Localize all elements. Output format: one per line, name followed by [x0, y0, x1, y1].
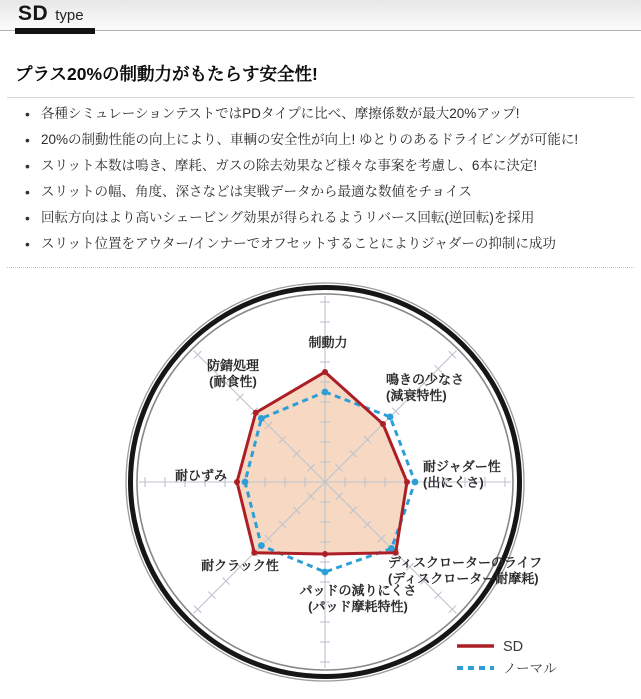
- series-sd-point: [322, 551, 328, 557]
- axis-label-0: 制動力: [308, 335, 348, 350]
- legend-sd-label: SD: [503, 639, 524, 655]
- axis-sublabel-4: (パッド摩耗特性): [308, 599, 408, 614]
- divider-dotted: [7, 267, 634, 268]
- series-sd-point: [253, 410, 259, 416]
- axis-sublabel-3: (ディスクローター耐摩耗): [388, 571, 539, 586]
- feature-item: • 各種シミュレーションテストではPDタイプに比べ、摩擦係数が最大20%アップ!: [24, 101, 635, 127]
- feature-list: [24, 101, 635, 257]
- series-normal-point: [412, 479, 419, 486]
- series-sd-point: [380, 421, 386, 427]
- axis-sublabel-1: (減衰特性): [386, 388, 447, 403]
- radar-fill: [237, 372, 407, 554]
- axis-label-6: 耐ひずみ: [174, 468, 227, 483]
- feature-item: • スリットの幅、角度、深さなどは実戦データから最適な数値をチョイス: [24, 179, 635, 205]
- axis-sublabel-7: (耐食性): [209, 374, 257, 389]
- axis-label-7: 防錆処理: [206, 358, 260, 373]
- axis-label-2: 耐ジャダー性: [423, 459, 501, 474]
- title-underline: [15, 28, 95, 34]
- series-sd-point: [322, 369, 328, 375]
- series-sd-point: [234, 479, 240, 485]
- feature-item: • 20%の制動性能の向上により、車輌の安全性が向上! ゆとりのあるドライビングが可能に!: [24, 127, 635, 153]
- series-normal-point: [258, 415, 265, 422]
- axis-label-1: 鳴きの少なさ: [386, 372, 465, 387]
- radar-chart-area: [0, 270, 641, 694]
- series-normal-point: [258, 542, 265, 549]
- legend-normal-label: ノーマル: [503, 661, 557, 676]
- series-normal-point: [387, 414, 394, 421]
- section-headline: プラス20%の制動力がもたらす安全性!: [15, 64, 318, 84]
- page-title: [18, 2, 84, 26]
- product-type-label: type: [55, 7, 84, 24]
- axis-label-4: パッドの減りにくさ: [299, 583, 417, 598]
- radar-chart: [0, 270, 641, 694]
- series-normal-point: [322, 389, 329, 396]
- series-normal-point: [242, 479, 249, 486]
- divider-solid: [7, 97, 634, 98]
- feature-item: • スリット位置をアウター/インナーでオフセットすることによりジャダーの抑制に成功: [24, 231, 635, 257]
- feature-item: • 回転方向はより高いシェービング効果が得られるようリバース回転(逆回転)を採用: [24, 205, 635, 231]
- series-sd-point: [404, 479, 410, 485]
- feature-item: • スリット本数は鳴き、摩耗、ガスの除去効果など様々な事案を考慮し、6本に決定!: [24, 153, 635, 179]
- axis-label-5: 耐クラック性: [201, 558, 279, 573]
- series-normal-point: [322, 569, 329, 576]
- title-band: [0, 0, 641, 31]
- series-sd-point: [251, 550, 257, 556]
- axis-label-3: ディスクローターのライフ: [388, 555, 543, 570]
- product-name: SD: [18, 2, 49, 25]
- axis-sublabel-2: (出にくさ): [423, 475, 484, 490]
